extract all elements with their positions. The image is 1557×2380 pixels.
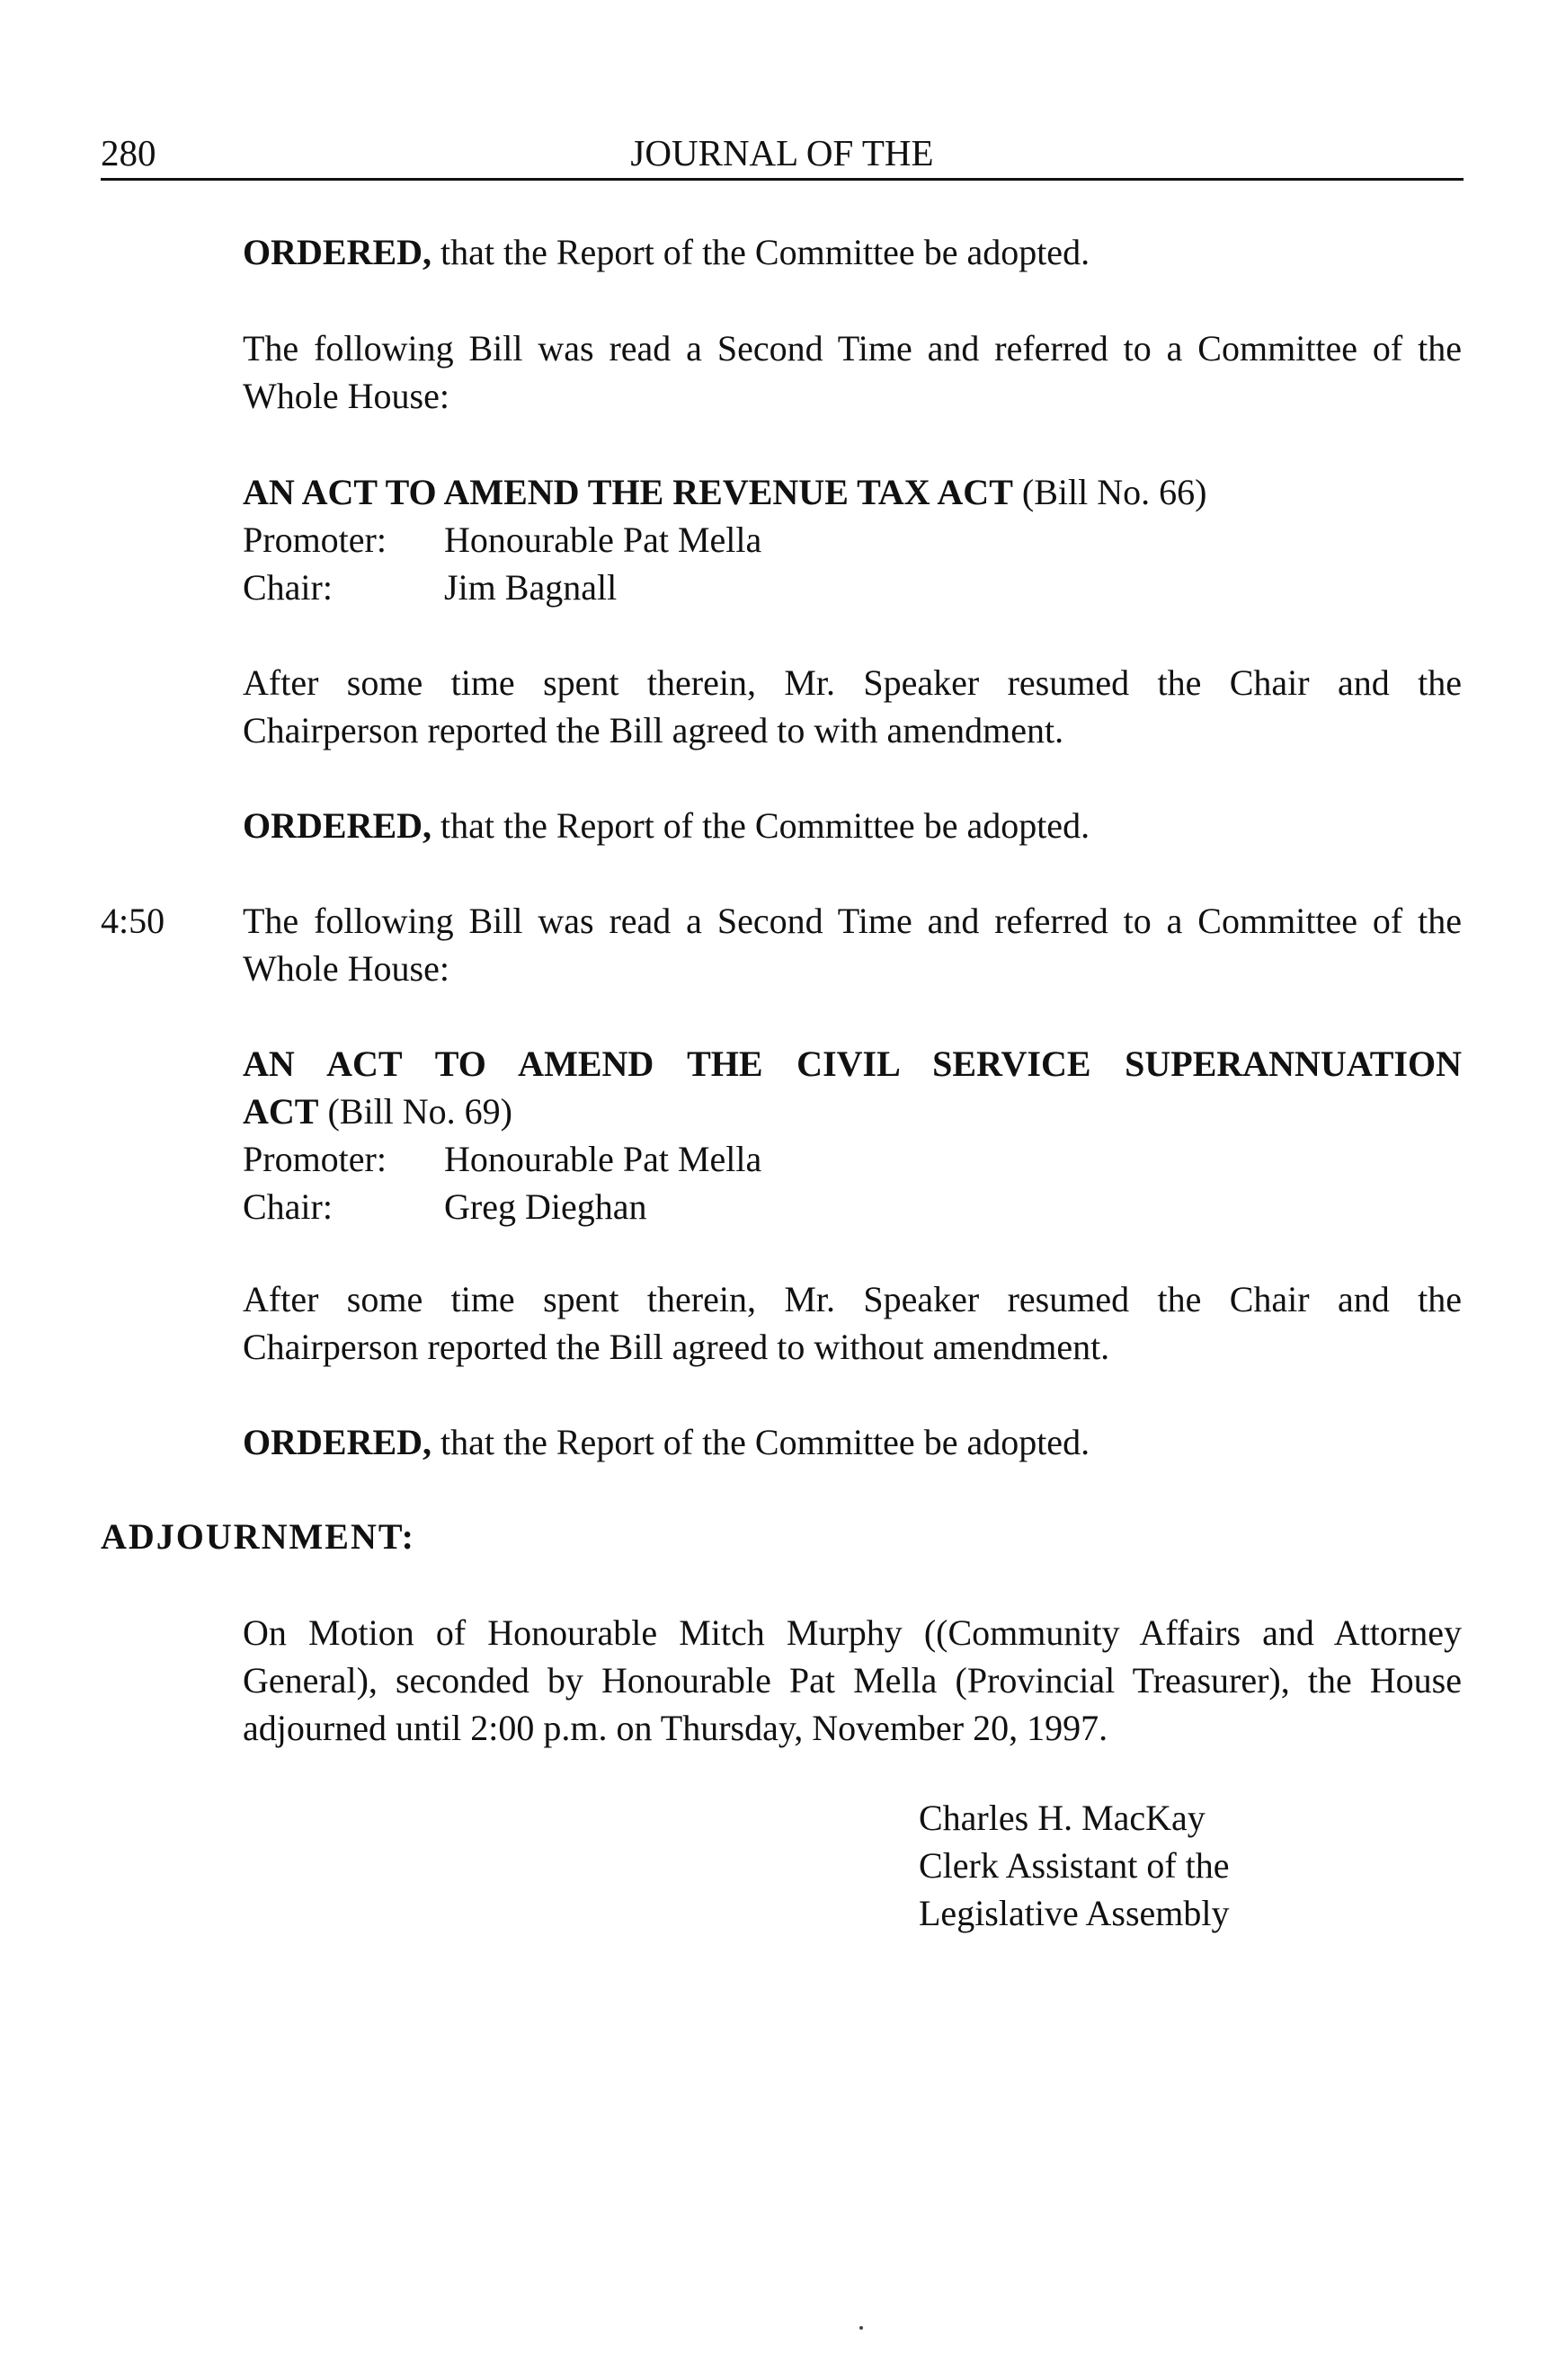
ordered-paragraph-3 xyxy=(243,1418,1462,1466)
bill-2-chair-row xyxy=(243,1183,1462,1230)
bill-2-title-line-2 xyxy=(243,1088,1462,1135)
ordered-lead: ORDERED, xyxy=(243,1422,432,1462)
ordered-lead: ORDERED, xyxy=(243,232,432,272)
ordered-paragraph-2 xyxy=(243,802,1462,849)
bill-1-result-line-1: After some time spent therein, Mr. Speaker resumed the Chair and the xyxy=(243,662,1462,703)
adjournment-line-2: General), seconded by Honourable Pat Mella (Provincial Treasurer), the House xyxy=(243,1660,1462,1701)
bill-2-title-number: (Bill No. 69) xyxy=(327,1091,512,1132)
ordered-paragraph-1 xyxy=(243,228,1462,276)
promoter-label: Promoter: xyxy=(243,1139,387,1179)
promoter-name: Honourable Pat Mella xyxy=(444,520,762,560)
adjournment-paragraph xyxy=(243,1609,1462,1752)
signatory-name: Charles H. MacKay xyxy=(919,1798,1206,1838)
bill-2-intro-line-1: The following Bill was read a Second Time and referred to a Committee of the xyxy=(243,901,1462,941)
bill-1-title-number: (Bill No. 66) xyxy=(1021,472,1207,512)
promoter-name: Honourable Pat Mella xyxy=(444,1139,762,1179)
ordered-text: that the Report of the Committee be adopted. xyxy=(440,805,1090,846)
signatory-title-line-1: Clerk Assistant of the xyxy=(919,1845,1230,1886)
adjournment-line-1: On Motion of Honourable Mitch Murphy ((Community Affairs and Attorney xyxy=(243,1612,1462,1653)
bill-2-promoter-row xyxy=(243,1135,1462,1183)
ordered-text: that the Report of the Committee be adopted. xyxy=(440,232,1090,272)
scan-speck xyxy=(859,2326,863,2330)
bill-2-result-line-1: After some time spent therein, Mr. Speaker resumed the Chair and the xyxy=(243,1279,1462,1319)
bill-2-result xyxy=(243,1275,1462,1371)
bill-1-title xyxy=(243,468,1462,516)
running-title: JOURNAL OF THE xyxy=(630,132,934,173)
bill-2-title-bold: ACT xyxy=(243,1091,319,1132)
chair-name: Jim Bagnall xyxy=(444,567,618,608)
bill-1-intro-line-2: Whole House: xyxy=(243,376,449,416)
adjournment-line-3: adjourned until 2:00 p.m. on Thursday, November 20, 1997. xyxy=(243,1708,1108,1748)
time-marker: 4:50 xyxy=(101,901,165,941)
chair-label: Chair: xyxy=(243,1186,333,1227)
ordered-lead: ORDERED, xyxy=(243,805,432,846)
bill-1-title-bold: AN ACT TO AMEND THE REVENUE TAX ACT xyxy=(243,472,1013,512)
bill-1-promoter-row xyxy=(243,516,1462,564)
bill-2-title-line-1: AN ACT TO AMEND THE CIVIL SERVICE SUPERANNUATION xyxy=(243,1043,1462,1084)
promoter-label: Promoter: xyxy=(243,520,387,560)
page-number: 280 xyxy=(101,132,156,173)
bill-2-intro xyxy=(243,897,1462,992)
chair-label: Chair: xyxy=(243,567,333,608)
signatory-title-line-2: Legislative Assembly xyxy=(919,1893,1230,1933)
bill-1-result xyxy=(243,659,1462,754)
bill-1-details xyxy=(243,468,1462,611)
signature-block xyxy=(919,1794,1368,1937)
bill-2-details xyxy=(243,1040,1462,1230)
adjournment-heading: ADJOURNMENT: xyxy=(101,1516,415,1557)
chair-name: Greg Dieghan xyxy=(444,1186,647,1227)
bill-1-result-line-2: Chairperson reported the Bill agreed to with amendment. xyxy=(243,710,1064,750)
bill-1-chair-row xyxy=(243,564,1462,611)
bill-1-intro xyxy=(243,324,1462,420)
bill-1-intro-line-1: The following Bill was read a Second Time and referred to a Committee of the xyxy=(243,328,1462,369)
bill-2-result-line-2: Chairperson reported the Bill agreed to without amendment. xyxy=(243,1327,1110,1367)
bill-2-intro-line-2: Whole House: xyxy=(243,948,449,989)
page-header xyxy=(101,122,1464,181)
ordered-text: that the Report of the Committee be adopted. xyxy=(440,1422,1090,1462)
